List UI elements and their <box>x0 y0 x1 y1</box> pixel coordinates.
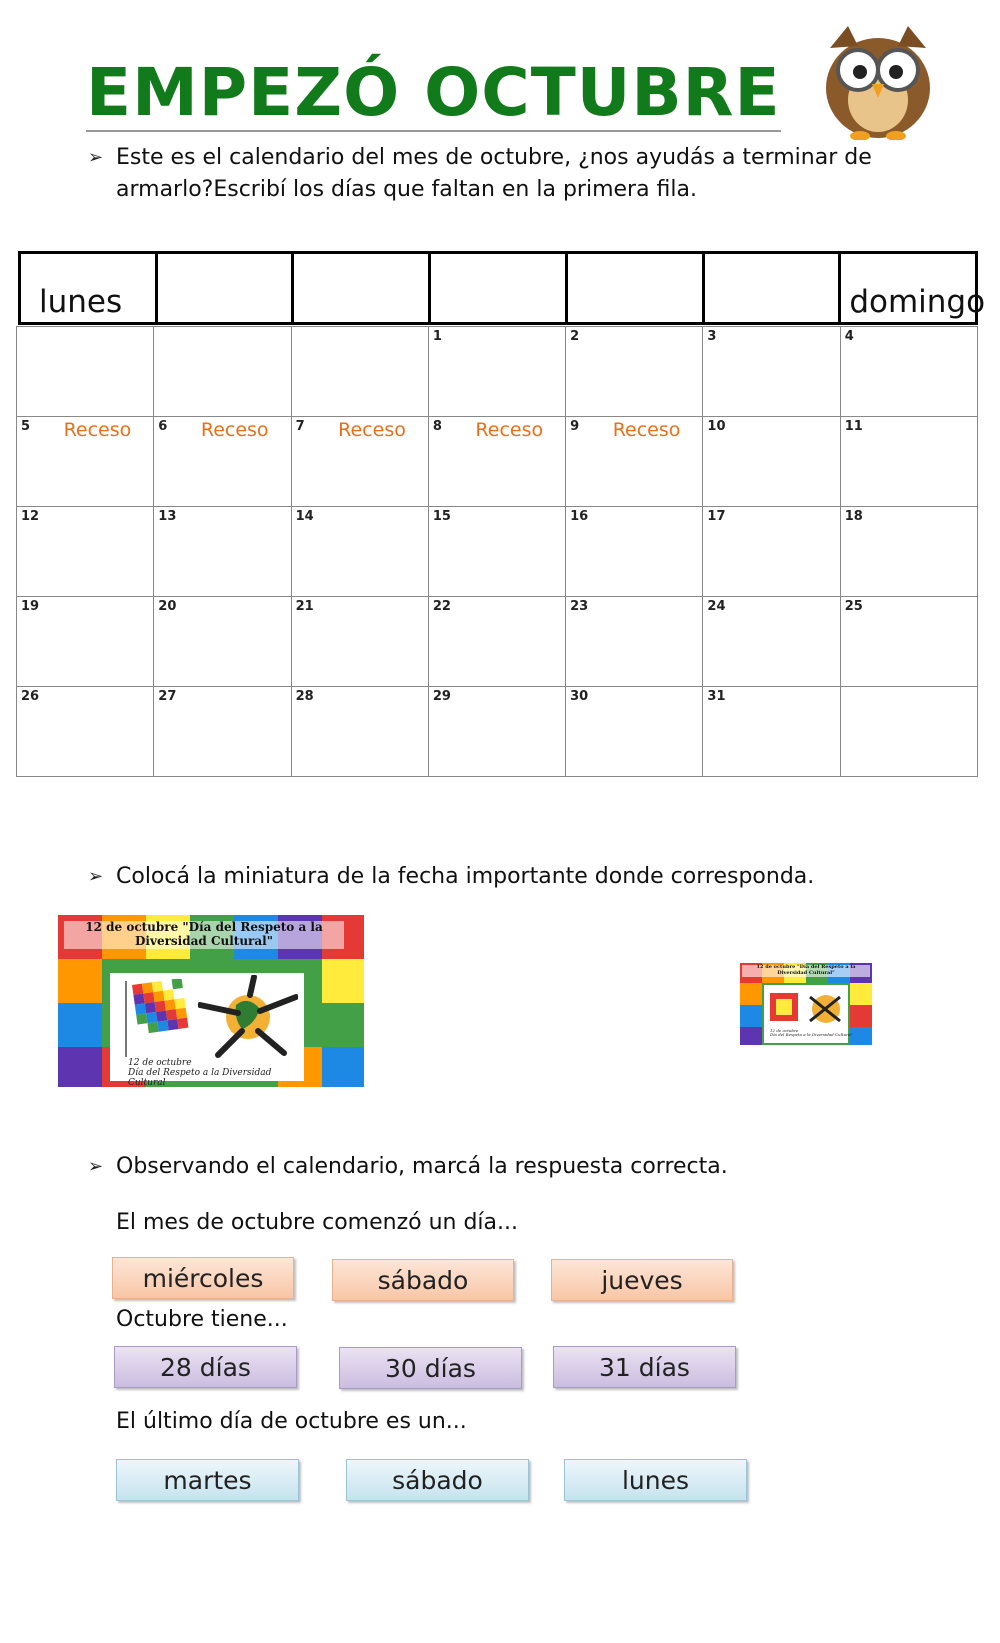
header-cell: domingo <box>849 284 986 320</box>
calendar-grid <box>16 326 978 777</box>
page-title: EMPEZÓ OCTUBRE <box>86 54 781 131</box>
calendar-day: 24 <box>703 597 840 687</box>
calendar-day: 18 <box>840 507 977 597</box>
calendar-week <box>17 507 978 597</box>
calendar-week <box>17 417 978 507</box>
poster-inner-panel <box>110 973 304 1087</box>
calendar-day: 12 <box>17 507 154 597</box>
header-cell-empty[interactable] <box>431 254 568 322</box>
calendar-instruction <box>88 142 948 206</box>
answer-martes-button[interactable]: martes <box>116 1459 299 1501</box>
calendar-day <box>154 327 291 417</box>
calendar-day: 22 <box>428 597 565 687</box>
answer-sabado-2-button[interactable]: sábado <box>346 1459 529 1501</box>
calendar-day: 31 <box>703 687 840 777</box>
calendar-day <box>291 327 428 417</box>
calendar-day: 7 Receso <box>291 417 428 507</box>
calendar-day: 23 <box>566 597 703 687</box>
calendar-day: 11 <box>840 417 977 507</box>
wiphala-flag-icon <box>120 979 200 1059</box>
arrow-bullet-icon: ➢ <box>88 1156 104 1177</box>
answer-31-dias-button[interactable]: 31 días <box>553 1346 736 1388</box>
answer-lunes-button[interactable]: lunes <box>564 1459 747 1501</box>
calendar-day: 3 <box>703 327 840 417</box>
question-3-prompt: El último día de octubre es un... <box>116 1409 467 1434</box>
thumbnail-instruction: ➢ Colocá la miniatura de la fecha importante donde corresponda. <box>88 861 948 893</box>
calendar-day: 1 <box>428 327 565 417</box>
answer-30-dias-button[interactable]: 30 días <box>339 1347 522 1389</box>
calendar-day: 14 <box>291 507 428 597</box>
arrow-bullet-icon: ➢ <box>88 147 104 168</box>
answer-jueves-button[interactable]: jueves <box>551 1259 733 1301</box>
calendar-day: 8 Receso <box>428 417 565 507</box>
calendar-day: 21 <box>291 597 428 687</box>
question-1-prompt: El mes de octubre comenzó un día... <box>116 1210 518 1235</box>
receso-label: Receso <box>612 419 681 441</box>
calendar-day: 30 <box>566 687 703 777</box>
answer-sabado-button[interactable]: sábado <box>332 1259 514 1301</box>
calendar-day[interactable] <box>840 687 977 777</box>
calendar-day: 27 <box>154 687 291 777</box>
receso-label: Receso <box>200 419 269 441</box>
calendar-day: 25 <box>840 597 977 687</box>
calendar-day: 13 <box>154 507 291 597</box>
calendar-day: 4 <box>840 327 977 417</box>
arrow-bullet-icon: ➢ <box>88 866 104 887</box>
calendar-day: 9 Receso <box>566 417 703 507</box>
calendar-week <box>17 687 978 777</box>
calendar-day: 28 <box>291 687 428 777</box>
header-cell-empty[interactable] <box>158 254 295 322</box>
question-2-prompt: Octubre tiene... <box>116 1307 288 1332</box>
answer-miercoles-button[interactable]: miércoles <box>112 1257 294 1299</box>
calendar-day: 10 <box>703 417 840 507</box>
calendar-week <box>17 597 978 687</box>
receso-label: Receso <box>63 419 132 441</box>
header-cell-empty[interactable] <box>705 254 842 322</box>
instruction-line-2: armarlo?Escribí los días que faltan en la primera fila. <box>116 177 698 202</box>
calendar-header-row <box>18 251 986 325</box>
header-cell-empty[interactable] <box>568 254 705 322</box>
poster-caption: 12 de octubre Día del Respeto a la Diversidad Cultural <box>128 1058 272 1087</box>
calendar-day: 16 <box>566 507 703 597</box>
diversity-day-thumbnail[interactable] <box>740 963 872 1045</box>
calendar-day: 17 <box>703 507 840 597</box>
calendar-day: 20 <box>154 597 291 687</box>
calendar-day: 19 <box>17 597 154 687</box>
calendar-day: 2 <box>566 327 703 417</box>
observe-instruction: ➢ Observando el calendario, marcá la respuesta correcta. <box>88 1151 948 1183</box>
calendar-week <box>17 327 978 417</box>
header-cell-empty[interactable] <box>294 254 431 322</box>
header-cell: lunes <box>21 254 158 322</box>
calendar-day: 15 <box>428 507 565 597</box>
diversity-day-poster <box>58 915 364 1087</box>
calendar-day: 6 Receso <box>154 417 291 507</box>
hands-globe-icon <box>198 975 298 1059</box>
calendar-day: 5 Receso <box>17 417 154 507</box>
calendar-day: 29 <box>428 687 565 777</box>
calendar-day: 26 <box>17 687 154 777</box>
thumbnail-caption: 12 de octubre Día del Respeto a la Diversidad Cultural <box>770 1028 852 1038</box>
receso-label: Receso <box>475 419 544 441</box>
thumbnail-title: 12 de octubre "Día del Respeto a la Diversidad Cultural" <box>742 965 870 977</box>
poster-title: 12 de octubre "Día del Respeto a la Diversidad Cultural" <box>64 921 344 949</box>
owl-illustration <box>818 18 938 140</box>
receso-label: Receso <box>338 419 406 441</box>
calendar-day <box>17 327 154 417</box>
answer-28-dias-button[interactable]: 28 días <box>114 1346 297 1388</box>
instruction-line-1: Este es el calendario del mes de octubre, ¿nos ayudás a terminar de <box>116 145 872 170</box>
